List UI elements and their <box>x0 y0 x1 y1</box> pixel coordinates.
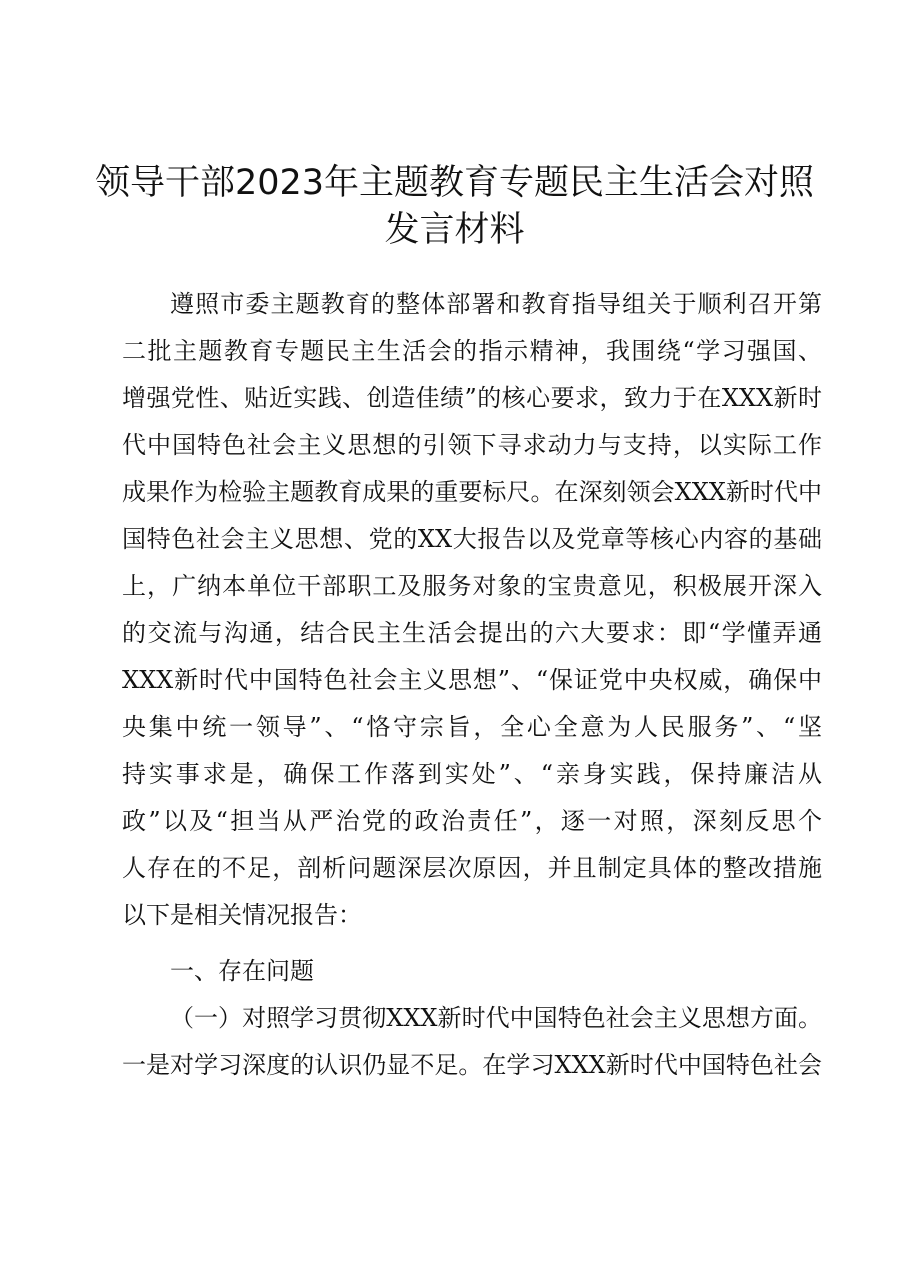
paragraph-line: 以下是相关情况报告： <box>122 901 362 929</box>
document-title-line-2: 发言材料 <box>384 210 525 250</box>
paragraph-line: 国特色社会主义思想、党的XX大报告以及党章等核心内容的基础 <box>122 525 822 553</box>
paragraph-line: 的交流与沟通，结合民主生活会提出的六大要求：即“学懂弄通 <box>122 619 822 647</box>
paragraph-line: 代中国特色社会主义思想的引领下寻求动力与支持，以实际工作 <box>122 431 822 459</box>
paragraph-line: 一是对学习深度的认识仍显不足。在学习XXX新时代中国特色社会 <box>122 1051 822 1079</box>
section-heading: 一、存在问题 <box>170 957 314 985</box>
paragraph-line: 上，广纳本单位干部职工及服务对象的宝贵意见，积极展开深入 <box>122 572 822 600</box>
subsection-heading: （一）对照学习贯彻XXX新时代中国特色社会主义思想方面。 <box>170 1004 822 1032</box>
paragraph-line: 人存在的不足，剖析问题深层次原因，并且制定具体的整改措施 <box>122 854 822 882</box>
paragraph-line: XXX新时代中国特色社会主义思想”、“保证党中央权威，确保中 <box>122 666 822 694</box>
paragraph-line: 二批主题教育专题民主生活会的指示精神，我围绕“学习强国、 <box>122 337 822 365</box>
paragraph-line: 央集中统一领导”、“恪守宗旨，全心全意为人民服务”、“坚 <box>122 713 822 741</box>
document-title-line-1: 领导干部2023年主题教育专题民主生活会对照 <box>94 163 815 203</box>
paragraph-line: 增强党性、贴近实践、创造佳绩”的核心要求，致力于在XXX新时 <box>122 384 822 412</box>
paragraph-line: 持实事求是，确保工作落到实处”、“亲身实践，保持廉洁从 <box>122 760 822 788</box>
paragraph-line: 政”以及“担当从严治党的政治责任”，逐一对照，深刻反思个 <box>122 807 822 835</box>
paragraph-line: 成果作为检验主题教育成果的重要标尺。在深刻领会XXX新时代中 <box>122 478 822 506</box>
paragraph-line: 遵照市委主题教育的整体部署和教育指导组关于顺利召开第 <box>170 290 822 318</box>
